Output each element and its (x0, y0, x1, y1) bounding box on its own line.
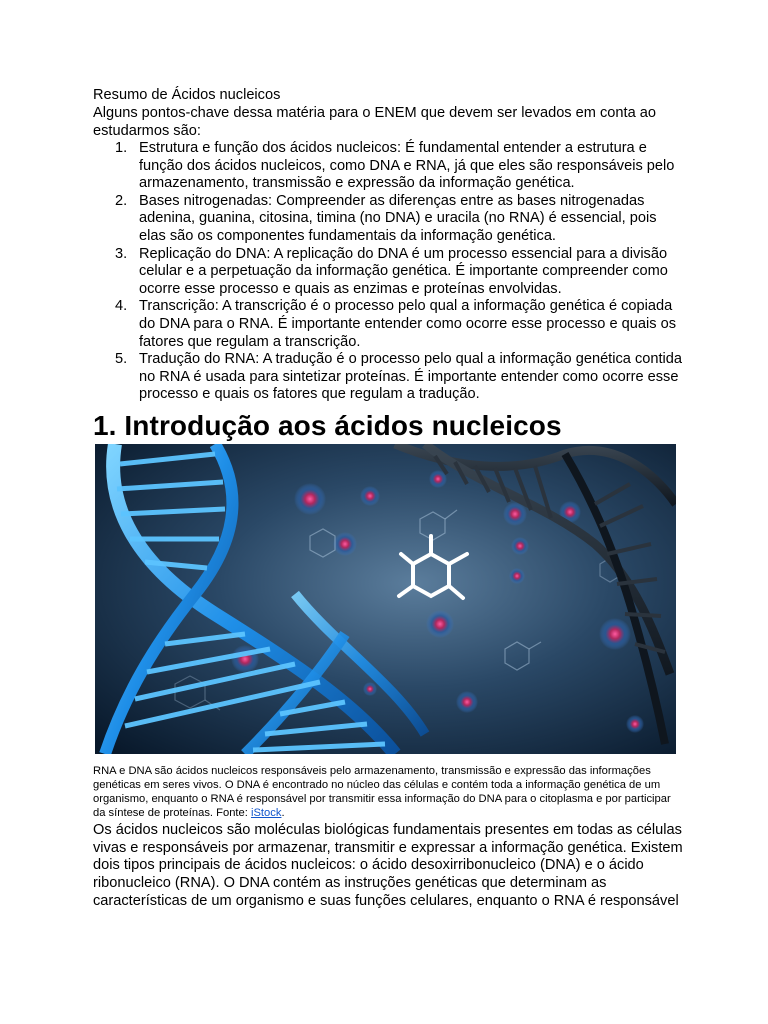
list-text: Bases nitrogenadas: Compreender as diferenças entre as bases nitrogenadas adenina, guanina, citosina, timina (no DNA) e uracila (no RNA) é essencial, pois elas são os componentes fundamentais da informação genética. (139, 192, 657, 244)
list-number: 4. (115, 298, 128, 315)
list-text: Tradução do RNA: A tradução é o processo pelo qual a informação genética contida no RNA é usada para sintetizar proteínas. É importante entender como ocorre esse processo e quais os fatores que regulam a tradução. (139, 351, 683, 403)
list-item (93, 193, 683, 246)
list-item (93, 140, 683, 193)
key-points-list (93, 140, 683, 404)
list-item (93, 246, 683, 299)
list-number: 1. (115, 140, 128, 156)
caption-end: . (281, 807, 285, 819)
list-text: Estrutura e função dos ácidos nucleicos: É fundamental entender a estrutura e função dos ácidos nucleicos, como DNA e RNA, já que eles são responsáveis pelo armazenamento, transmissão e expressão da informação genética. (139, 140, 675, 192)
list-number: 2. (115, 192, 128, 209)
dna-illustration-svg (95, 444, 676, 754)
figure-caption (93, 764, 683, 820)
section-heading: 1. Introdução aos ácidos nucleicos (93, 409, 562, 441)
list-number: 5. (115, 351, 128, 368)
list-text: Transcrição: A transcrição é o processo pelo qual a informação genética é copiada do DNA para o RNA. É importante entender como ocorre esse processo e quais os fatores que regulam a transcrição. (139, 298, 677, 350)
list-number: 3. (115, 245, 128, 262)
dna-illustration (95, 444, 676, 754)
doc-intro: Alguns pontos-chave dessa matéria para o ENEM que devem ser levados em conta ao estudarmos são: (93, 105, 656, 139)
list-text: Replicação do DNA: A replicação do DNA é um processo essencial para a divisão celular e a perpetuação da informação genética. É importante compreender como ocorre esse processo e quais as enzimas e proteínas envolvidas. (139, 245, 668, 297)
list-item (93, 298, 683, 351)
istock-link[interactable]: iStock (250, 807, 282, 819)
document-page (93, 86, 683, 443)
doc-title: Resumo de Ácidos nucleicos (93, 87, 281, 103)
caption-text: RNA e DNA são ácidos nucleicos responsáveis pelo armazenamento, transmissão e expressão das informações genéticas em seres vivos. O DNA é encontrado no núcleo das células e contém toda a informação genética de um organismo, enquanto o RNA é responsável por transmitir essa informação do DNA para o citoplasma e por participar da síntese de proteínas. Fonte: (93, 765, 671, 819)
body-paragraph: Os ácidos nucleicos são moléculas biológicas fundamentais presentes em todas as células vivas e responsáveis por armazenar, transmitir e expressar a informação genética. Existem dois tipos principais de ácidos nucleicos: o ácido desoxirribonucleico (DNA) e o ácido ribonucleico (RNA). O DNA contém as instruções genéticas que determinam as características de um organismo e suas funções celulares, enquanto o RNA é responsável (93, 822, 683, 909)
list-item (93, 351, 683, 404)
